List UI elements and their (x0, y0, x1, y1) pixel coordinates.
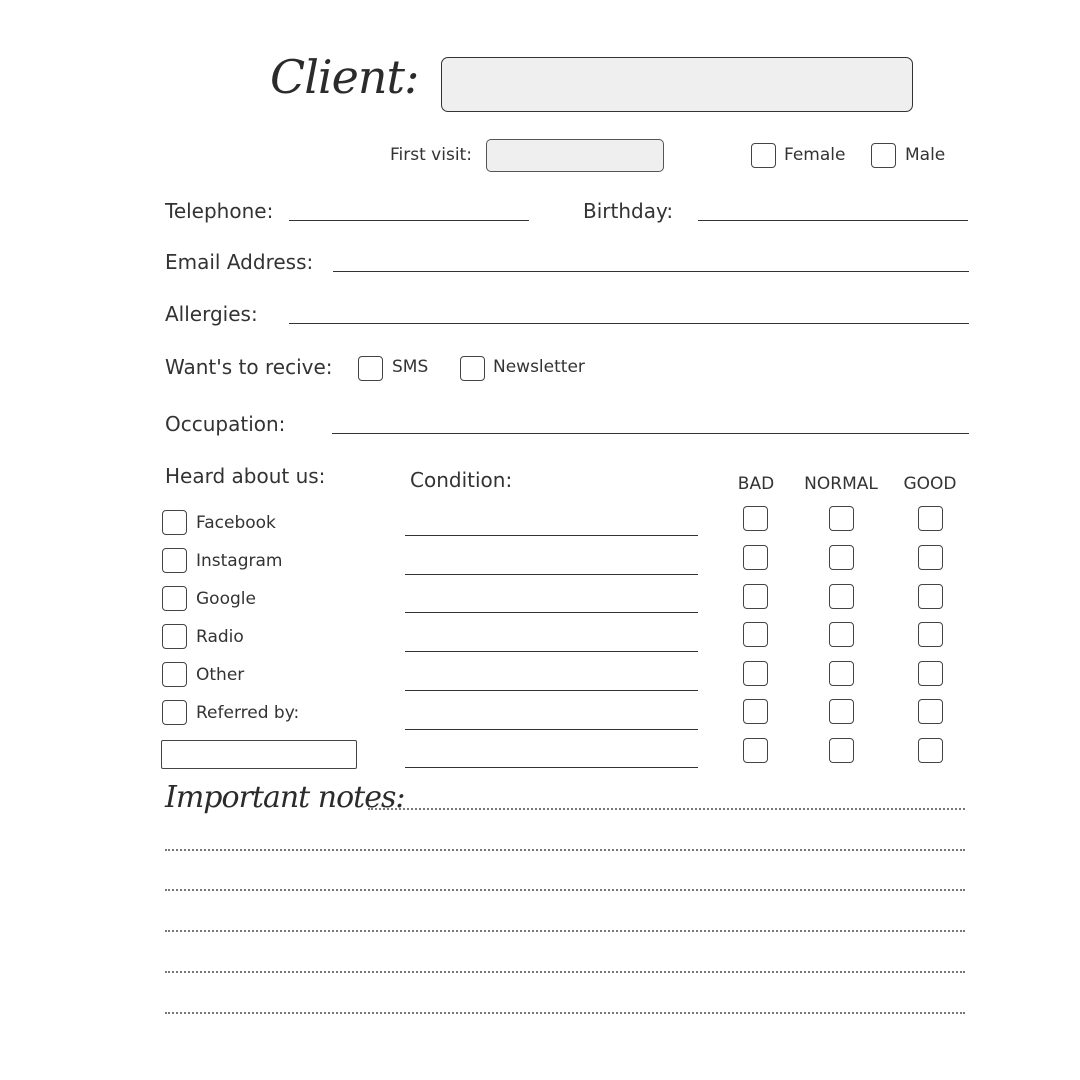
email-line[interactable] (333, 271, 969, 272)
facebook-label: Facebook (196, 513, 276, 533)
newsletter-checkbox[interactable] (460, 356, 485, 381)
birthday-line[interactable] (698, 220, 968, 221)
condition-line[interactable] (405, 767, 698, 768)
telephone-line[interactable] (289, 220, 529, 221)
notes-dotted-line[interactable] (165, 889, 965, 891)
normal-checkbox[interactable] (829, 584, 854, 609)
bad-checkbox[interactable] (743, 699, 768, 724)
normal-checkbox[interactable] (829, 699, 854, 724)
occupation-label: Occupation: (165, 412, 286, 436)
email-label: Email Address: (165, 250, 314, 274)
allergies-line[interactable] (289, 323, 969, 324)
first-visit-input[interactable] (486, 139, 664, 172)
condition-line[interactable] (405, 535, 698, 536)
female-label: Female (784, 145, 846, 165)
condition-line[interactable] (405, 574, 698, 575)
good-checkbox[interactable] (918, 545, 943, 570)
client-name-input[interactable] (441, 57, 913, 112)
good-checkbox[interactable] (918, 506, 943, 531)
female-checkbox[interactable] (751, 143, 776, 168)
condition-line[interactable] (405, 690, 698, 691)
bad-checkbox[interactable] (743, 661, 768, 686)
bad-checkbox[interactable] (743, 622, 768, 647)
notes-dotted-line[interactable] (165, 930, 965, 932)
normal-column-header: NORMAL (804, 474, 878, 494)
instagram-label: Instagram (196, 551, 283, 571)
google-label: Google (196, 589, 256, 609)
google-checkbox[interactable] (162, 586, 187, 611)
important-notes-title: Important notes: (165, 780, 405, 815)
normal-checkbox[interactable] (829, 661, 854, 686)
notes-dotted-line[interactable] (165, 1012, 965, 1014)
condition-line[interactable] (405, 612, 698, 613)
instagram-checkbox[interactable] (162, 548, 187, 573)
referred-by-label: Referred by: (196, 703, 300, 723)
good-checkbox[interactable] (918, 584, 943, 609)
condition-title: Condition: (410, 468, 513, 492)
heard-about-title: Heard about us: (165, 464, 326, 488)
radio-checkbox[interactable] (162, 624, 187, 649)
telephone-label: Telephone: (165, 199, 274, 223)
other-label: Other (196, 665, 245, 685)
allergies-label: Allergies: (165, 302, 258, 326)
bad-checkbox[interactable] (743, 545, 768, 570)
good-checkbox[interactable] (918, 699, 943, 724)
radio-label: Radio (196, 627, 244, 647)
normal-checkbox[interactable] (829, 738, 854, 763)
good-checkbox[interactable] (918, 738, 943, 763)
male-label: Male (905, 145, 946, 165)
normal-checkbox[interactable] (829, 506, 854, 531)
facebook-checkbox[interactable] (162, 510, 187, 535)
bad-checkbox[interactable] (743, 738, 768, 763)
condition-line[interactable] (405, 729, 698, 730)
newsletter-label: Newsletter (493, 357, 585, 377)
good-checkbox[interactable] (918, 622, 943, 647)
bad-checkbox[interactable] (743, 506, 768, 531)
first-visit-label: First visit: (390, 145, 472, 165)
referred-by-checkbox[interactable] (162, 700, 187, 725)
male-checkbox[interactable] (871, 143, 896, 168)
notes-dotted-line[interactable] (165, 849, 965, 851)
notes-dotted-line[interactable] (368, 808, 965, 810)
bad-checkbox[interactable] (743, 584, 768, 609)
referred-by-input[interactable] (161, 740, 357, 769)
condition-line[interactable] (405, 651, 698, 652)
normal-checkbox[interactable] (829, 622, 854, 647)
normal-checkbox[interactable] (829, 545, 854, 570)
bad-column-header: BAD (737, 474, 775, 494)
sms-label: SMS (392, 357, 429, 377)
receive-label: Want's to recive: (165, 355, 333, 379)
other-checkbox[interactable] (162, 662, 187, 687)
birthday-label: Birthday: (583, 199, 674, 223)
client-title: Client: (270, 50, 419, 104)
occupation-line[interactable] (332, 433, 969, 434)
notes-dotted-line[interactable] (165, 971, 965, 973)
sms-checkbox[interactable] (358, 356, 383, 381)
good-column-header: GOOD (903, 474, 957, 494)
good-checkbox[interactable] (918, 661, 943, 686)
